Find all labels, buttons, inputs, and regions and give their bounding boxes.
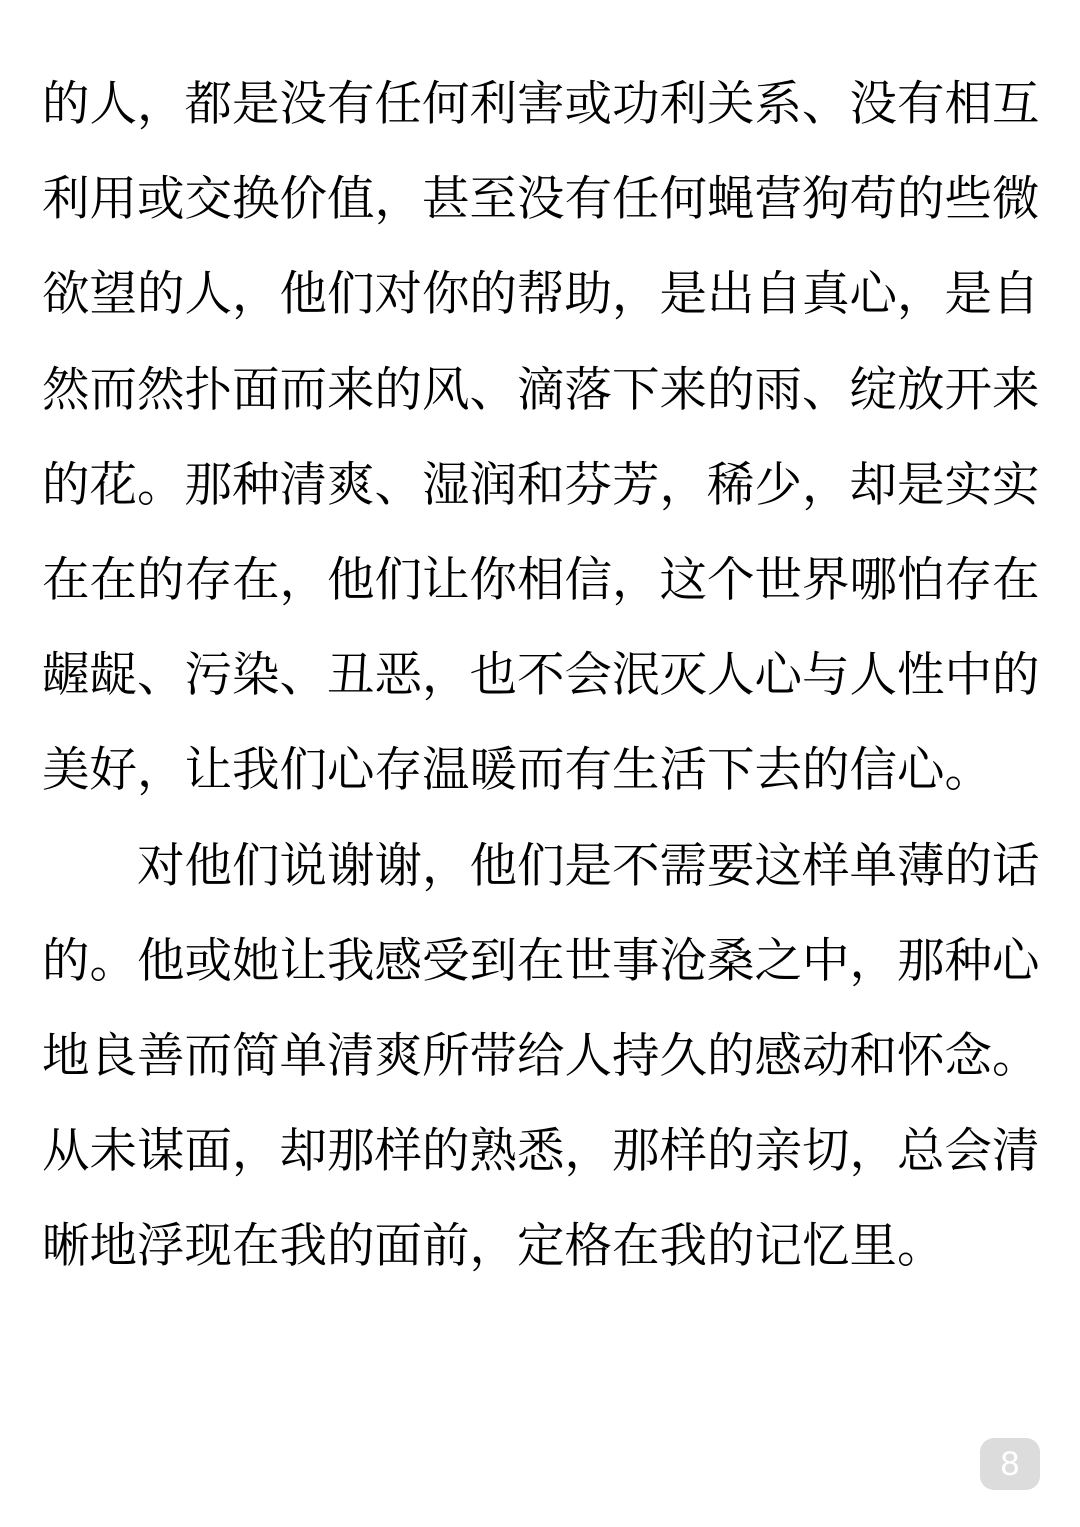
text-line: 地良善而简单清爽所带给人持久的感动和怀念。 [42, 1028, 1040, 1084]
text-line: 在在的存在，他们让你相信，这个世界哪怕存在 [42, 552, 1040, 608]
text-line: 晰地浮现在我的面前，定格在我的记忆里。 [42, 1219, 945, 1275]
text-line: 对他们说谢谢，他们是不需要这样单薄的话 [42, 838, 1040, 894]
page-number-badge: 8 [980, 1438, 1040, 1490]
text-line: 的花。那种清爽、湿润和芬芳，稀少，却是实实 [42, 457, 1040, 513]
text-line: 美好，让我们心存温暖而有生活下去的信心。 [42, 743, 992, 799]
text-line: 的人，都是没有任何利害或功利关系、没有相互 [42, 77, 1040, 132]
text-line: 欲望的人，他们对你的帮助，是出自真心，是自 [42, 267, 1040, 323]
text-line: 的。他或她让我感受到在世事沧桑之中，那种心 [42, 933, 1040, 989]
text-line: 从未谋面，却那样的熟悉，那样的亲切，总会清 [42, 1124, 1040, 1180]
text-line: 然而然扑面而来的风、滴落下来的雨、绽放开来 [42, 362, 1040, 418]
body-text [42, 57, 1042, 1294]
text-line: 利用或交换价值，甚至没有任何蝇营狗苟的些微 [42, 172, 1040, 228]
text-line: 龌龊、污染、丑恶，也不会泯灭人心与人性中的 [42, 648, 1040, 704]
